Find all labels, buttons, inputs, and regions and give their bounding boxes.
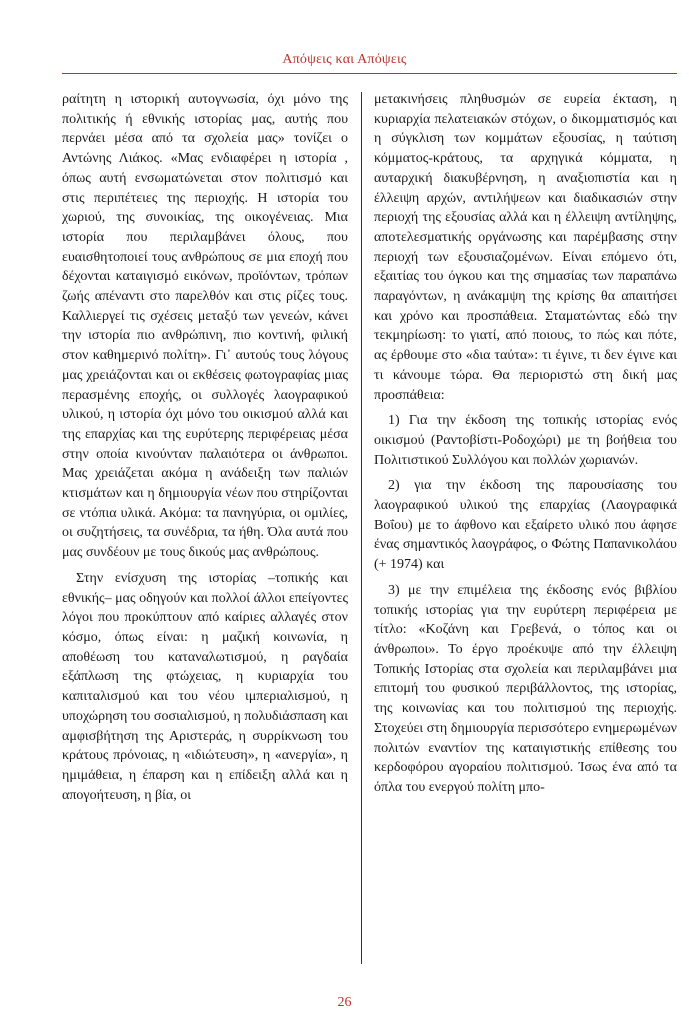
running-header: Απόψεις και Απόψεις <box>282 52 407 67</box>
right-paragraph-1: μετακινήσεις πληθυσμών σε ευρεία έκταση, η κυριαρχία πελατειακών στόχων, ο δικομματισμός και η σύγκλιση των κομμάτων εξουσίας, η ταύτιση κόμματος-κράτους, τα αρχηγικά κόμματα, η αυταρχική διακυβέρνηση, η αναξιοπιστία και η έλλειψη αρχών, αντιλήψεων και διαδικασιών στην περιοχή της εξουσίας αλλά και η έλλειψη αντίληψης, αποτελεσματικής οργάνωσης και παρέμβασης στην περιοχή των εξουσιαζομένων. Είναι επόμενο ότι, εξαιτίας του όγκου και της σημασίας των παραπάνω παραγόντων, η ανάκαμψη της κρίσης θα απαιτήσει και χρόνο και προσπάθεια. Σταματώντας εδώ την τεκμηρίωση: το γιατί, από ποιους, το πώς και πότε, ας έρθουμε στο «δια ταύτα»: τι έγινε, τι δεν έγινε και τι κάνουμε τώρα. Θα περιοριστώ στη δική μας προσπάθεια: <box>374 92 677 403</box>
left-column <box>62 90 348 811</box>
left-paragraph-1: ραίτητη η ιστορική αυτογνωσία, όχι μόνο της πολιτικής ή εθνικής ιστορίας μας, αυτής που περνάει μέσα από τα σχολεία μας» τονίζει ο Αντώνης Λιάκος. «Μας ενδιαφέρει η ιστορία , όπως αυτή ενσωματώνεται στον πολιτισμό και στις περιπέτειες της περιοχής. Η ιστορία του χωριού, της συνοικίας, της οικογένειας. Μια ιστορία που περιλαμβάνει όλους, που ευαισθητοποιεί τους ανθρώπους σε μια εποχή που δέχονται καταιγισμό εικόνων, προϊόντων, τρόπων ζωής απέναντι στο παρελθόν και στις ρίζες τους. Καλλιεργεί τις σχέσεις μεταξύ των γενεών, κάνει την ιστορία πιο ανθρώπινη, πιο κοντινή, φιλική στον καθημερινό πολίτη». Γι᾽ αυτούς τους λόγους μας χρειάζονται και οι εκθέσεις φωτογραφίας μιας περασμένης εποχής, οι συλλογές λαογραφικού υλικού, η ιστορία όχι μόνο του οικισμού αλλά και της επαρχίας και της ευρύτερης περιφέρειας μέσα στην οποία κινούνταν παλαιότερα οι άνθρωποι. Μας χρειάζεται ακόμα η ανάδειξη των παλιών κτισμάτων και η δημιουργία νέων που στηρίζονται σε ντόπια υλικά. Ακόμα: τα πανηγύρια, οι ομιλίες, οι συζητήσεις, τα συνέδρια, τα ήθη. Όλα αυτά που μας συνδέουν με τους δικούς μας ανθρώπους. <box>62 92 348 561</box>
right-paragraph-3: 2) για την έκδοση της παρουσίασης του λαογραφικού υλικού της επαρχίας (Λαογραφικά Βοΐου) με το άφθονο και εξαίρετο υλικό που άφησε ένας σημαντικός λαογράφος, ο Φώτης Παπανικολάου (+ 1974) και <box>374 478 677 573</box>
column-divider <box>361 92 362 964</box>
right-column <box>374 90 677 804</box>
right-paragraph-2: 1) Για την έκδοση της τοπικής ιστορίας ενός οικισμού (Ραντοβίστι-Ροδοχώρι) με τη βοήθεια του Πολιτιστικού Συλλόγου και πολλών χωριανών. <box>374 413 677 468</box>
page-number: 26 <box>337 995 352 1010</box>
left-paragraph-2: Στην ενίσχυση της ιστορίας –τοπικής και εθνικής– μας οδηγούν και πολλοί άλλοι επείγοντες λόγοι που προκύπτουν από καίριες αλλαγές στον κόσμο, όπως είναι: η μαζική κοινωνία, η αποθέωση του καταναλωτισμού, η ραγδαία εξάπλωση της φτώχειας, η κυριαρχία του καπιταλισμού και του νέου ιμπεριαλισμού, η υποχώρηση του σοσιαλισμού, η πολυδιάσπαση και αμφισβήτηση της Αριστεράς, η συρρίκνωση του κράτους πρόνοιας, η «ιδιώτευση», η «ανεργία», η ημιμάθεια, η έπαρση και η επίδειξη αλλά και η απογοήτευση, η βία, οι <box>62 570 348 803</box>
header-rule <box>62 73 677 74</box>
right-paragraph-4: 3) με την επιμέλεια της έκδοσης ενός βιβλίου τοπικής ιστορίας για την ευρύτερη περιφέρεια με τίτλο: «Κοζάνη και Γρεβενά, ο τόπος και οι άνθρωποι». Το έργο προέκυψε από την έλλειψη Τοπικής Ιστορίας στα σχολεία και περιλαμβάνει μια επιτομή του φυσικού περιβάλλοντος, της ιστορίας, της κοινωνίας και του πολιτισμού της περιοχής. Στοχεύει στη δημιουργία περισσότερο ενημερωμένων πολιτών εναντίον της καταιγιστικής επίθεσης του κερδοφόρου αγοραίου πολιτισμού. Ίσως ένα από τα όπλα του ενεργού πολίτη μπο- <box>374 582 677 795</box>
